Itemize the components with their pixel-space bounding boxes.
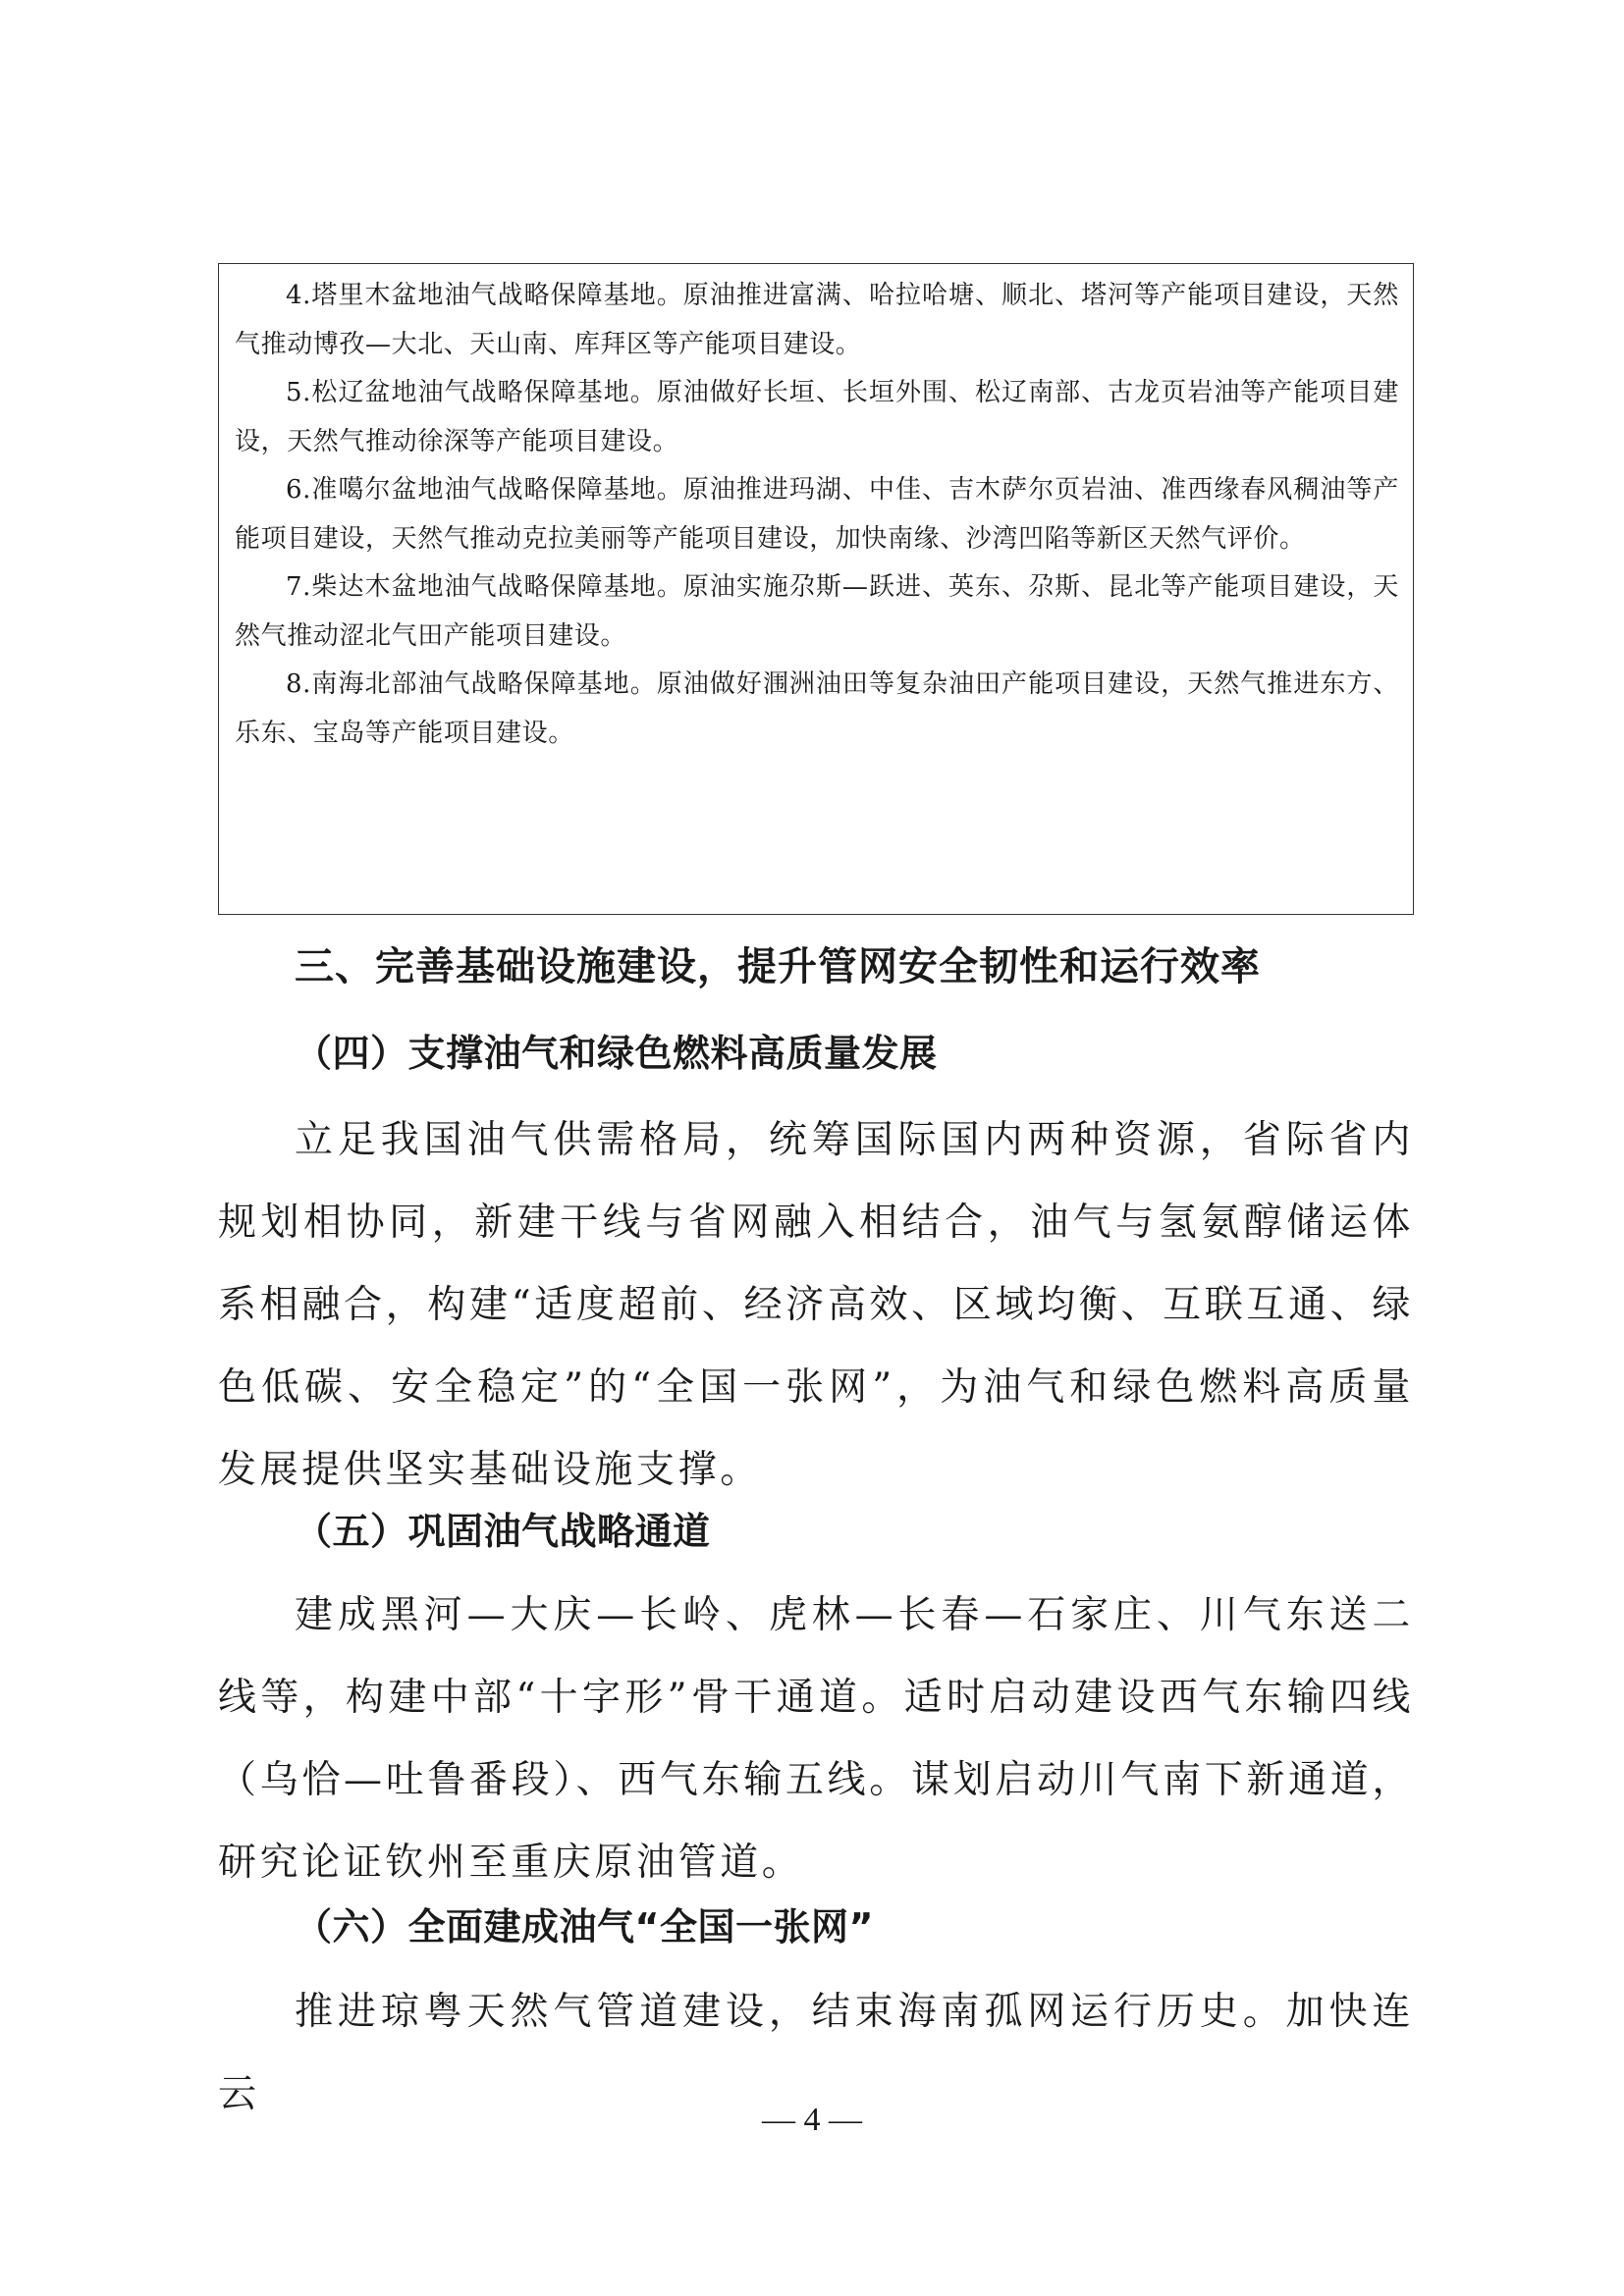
- base-item-4: 4.塔里木盆地油气战略保障基地。原油推进富满、哈拉哈塘、顺北、塔河等产能项目建设，天然气推动博孜—大北、天山南、库拜区等产能项目建设。: [235, 281, 1399, 359]
- base-item-5: 5.松辽盆地油气战略保障基地。原油做好长垣、长垣外围、松辽南部、古龙页岩油等产能项目建设，天然气推动徐深等产能项目建设。: [235, 378, 1399, 456]
- base-item-7: 7.柴达木盆地油气战略保障基地。原油实施尕斯—跃进、英东、尕斯、昆北等产能项目建设，天然气推动涩北气田产能项目建设。: [235, 572, 1399, 651]
- subsection-5-heading: （五）巩固油气战略通道: [295, 1510, 711, 1553]
- base-item-6: 6.准噶尔盆地油气战略保障基地。原油推进玛湖、中佳、吉木萨尔页岩油、准西缘春风稠油等产能项目建设，天然气推动克拉美丽等产能项目建设，加快南缘、沙湾凹陷等新区天然气评价。: [235, 475, 1399, 554]
- subsection-6-body: 推进琼粤天然气管道建设，结束海南孤网运行历史。加快连云: [218, 1990, 1414, 2116]
- subsection-4-body: 立足我国油气供需格局，统筹国际国内两种资源，省际省内规划相协同，新建干线与省网融入相结合，油气与氢氨醇储运体系相融合，构建“适度超前、经济高效、区域均衡、互联互通、绿色低碳、安全稳定”的“全国一张网”，为油气和绿色燃料高质量发展提供坚实基础设施支撑。: [218, 1118, 1414, 1492]
- subsection-4-heading: （四）支撑油气和绿色燃料高质量发展: [295, 1032, 938, 1075]
- base-list-box: [218, 263, 1414, 915]
- subsection-5-body: 建成黑河—大庆—长岭、虎林—长春—石家庄、川气东送二线等，构建中部“十字形”骨干通道。适时启动建设西气东输四线（乌恰—吐鲁番段）、西气东输五线。谋划启动川气南下新通道，研究论证钦州至重庆原油管道。: [218, 1593, 1414, 1885]
- page-number: — 4 —: [762, 2102, 862, 2138]
- subsection-6-heading: （六）全面建成油气“全国一张网”: [295, 1905, 874, 1949]
- section-heading: 三、完善基础设施建设，提升管网安全韧性和运行效率: [295, 944, 1261, 989]
- base-item-8: 8.南海北部油气战略保障基地。原油做好涠洲油田等复杂油田产能项目建设，天然气推进东方、乐东、宝岛等产能项目建设。: [235, 669, 1399, 748]
